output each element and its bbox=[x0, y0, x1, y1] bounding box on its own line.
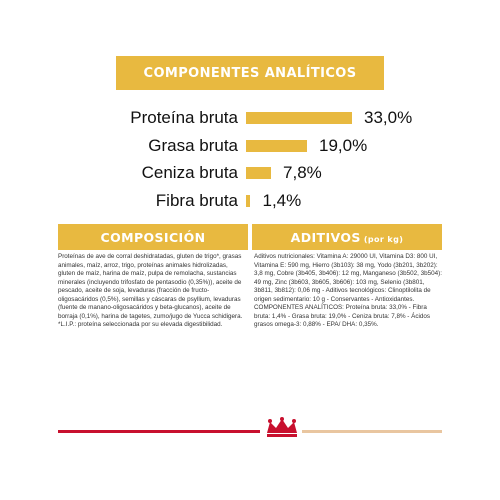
nutrient-value: 33,0% bbox=[364, 108, 413, 127]
footer-rule-left bbox=[58, 430, 260, 433]
additives-analytical-paragraph: COMPONENTES ANALÍTICOS: Proteína bruta: 33,0% - Fibra bruta: 1,4% - Grasa bruta: 19,0% - Ceniza bruta: 7,8% - Ácidos grasos omega-3: 0,88% - EPA/ DHA: 0,35%. bbox=[254, 304, 431, 328]
additives-banner bbox=[252, 224, 442, 250]
nutrient-bar bbox=[246, 167, 271, 179]
nutrient-row bbox=[0, 134, 500, 158]
nutrient-label: Ceniza bruta bbox=[141, 163, 238, 182]
analytical-components-title: COMPONENTES ANALÍTICOS bbox=[143, 65, 357, 81]
composition-text bbox=[58, 253, 246, 330]
composition-paragraph: Proteínas de ave de corral deshidratadas, gluten de trigo*, grasas animales, maíz, arroz, trigo, proteínas animales hidrolizadas, gluten de maíz, harina de maíz, pulpa de remolacha, sustancias minerales (incluyendo trifosfato de pentasodio (0,35%)), aceite de pescado, aceite de soja, levaduras (fracción de fructo-oligosacáridos (0,5%), semillas y cáscaras de psyllium, levaduras (fuente de manano-oligosacáridos y beta-glucanos), aceite de borraja (0,1%), harina de tagetes, zumo/jugo de Yucca schidigera. *L.I.P.: proteína seleccionada por su elevada digestibilidad. bbox=[58, 253, 243, 328]
nutrient-bar bbox=[246, 140, 307, 152]
footer-rule-right bbox=[302, 430, 442, 433]
nutrient-label: Proteína bruta bbox=[130, 108, 238, 127]
nutrient-bar bbox=[246, 195, 250, 207]
nutrient-row bbox=[0, 161, 500, 185]
nutrient-row bbox=[0, 106, 500, 130]
additives-paragraph: Aditivos nutricionales: Vitamina A: 29000 UI, Vitamina D3: 800 UI, Vitamina E: 590 mg, Hierro (3b103): 38 mg, Yodo (3b201, 3b202): 3,8 mg, Cobre (3b405, 3b406): 12 mg, Manganeso (3b502, 3b504): 49 mg, Zinc (3b603, 3b605, 3b606): 103 mg, Selenio (3b801, 3b811, 3b812): 0,06 mg - Aditivos tecnológicos: Clinoptilolita de origen sedimentario: 10 g - Conservantes - Antioxidantes. bbox=[254, 253, 442, 303]
nutrient-bar bbox=[246, 112, 352, 124]
royal-canin-crown-icon bbox=[264, 417, 300, 439]
nutrient-value: 7,8% bbox=[283, 163, 322, 182]
nutrient-value: 19,0% bbox=[319, 135, 368, 155]
composition-title: COMPOSICIÓN bbox=[100, 229, 206, 245]
additives-unit: (por kg) bbox=[363, 234, 404, 244]
composition-banner bbox=[58, 224, 248, 250]
nutrient-value: 1,4% bbox=[262, 190, 302, 210]
additives-title: ADITIVOS bbox=[290, 229, 361, 245]
nutrient-label: Fibra bruta bbox=[155, 190, 238, 210]
additives-text bbox=[254, 253, 444, 330]
analytical-components-banner bbox=[116, 56, 384, 90]
nutrient-label: Grasa bruta bbox=[148, 135, 238, 155]
nutrient-row bbox=[0, 189, 500, 213]
